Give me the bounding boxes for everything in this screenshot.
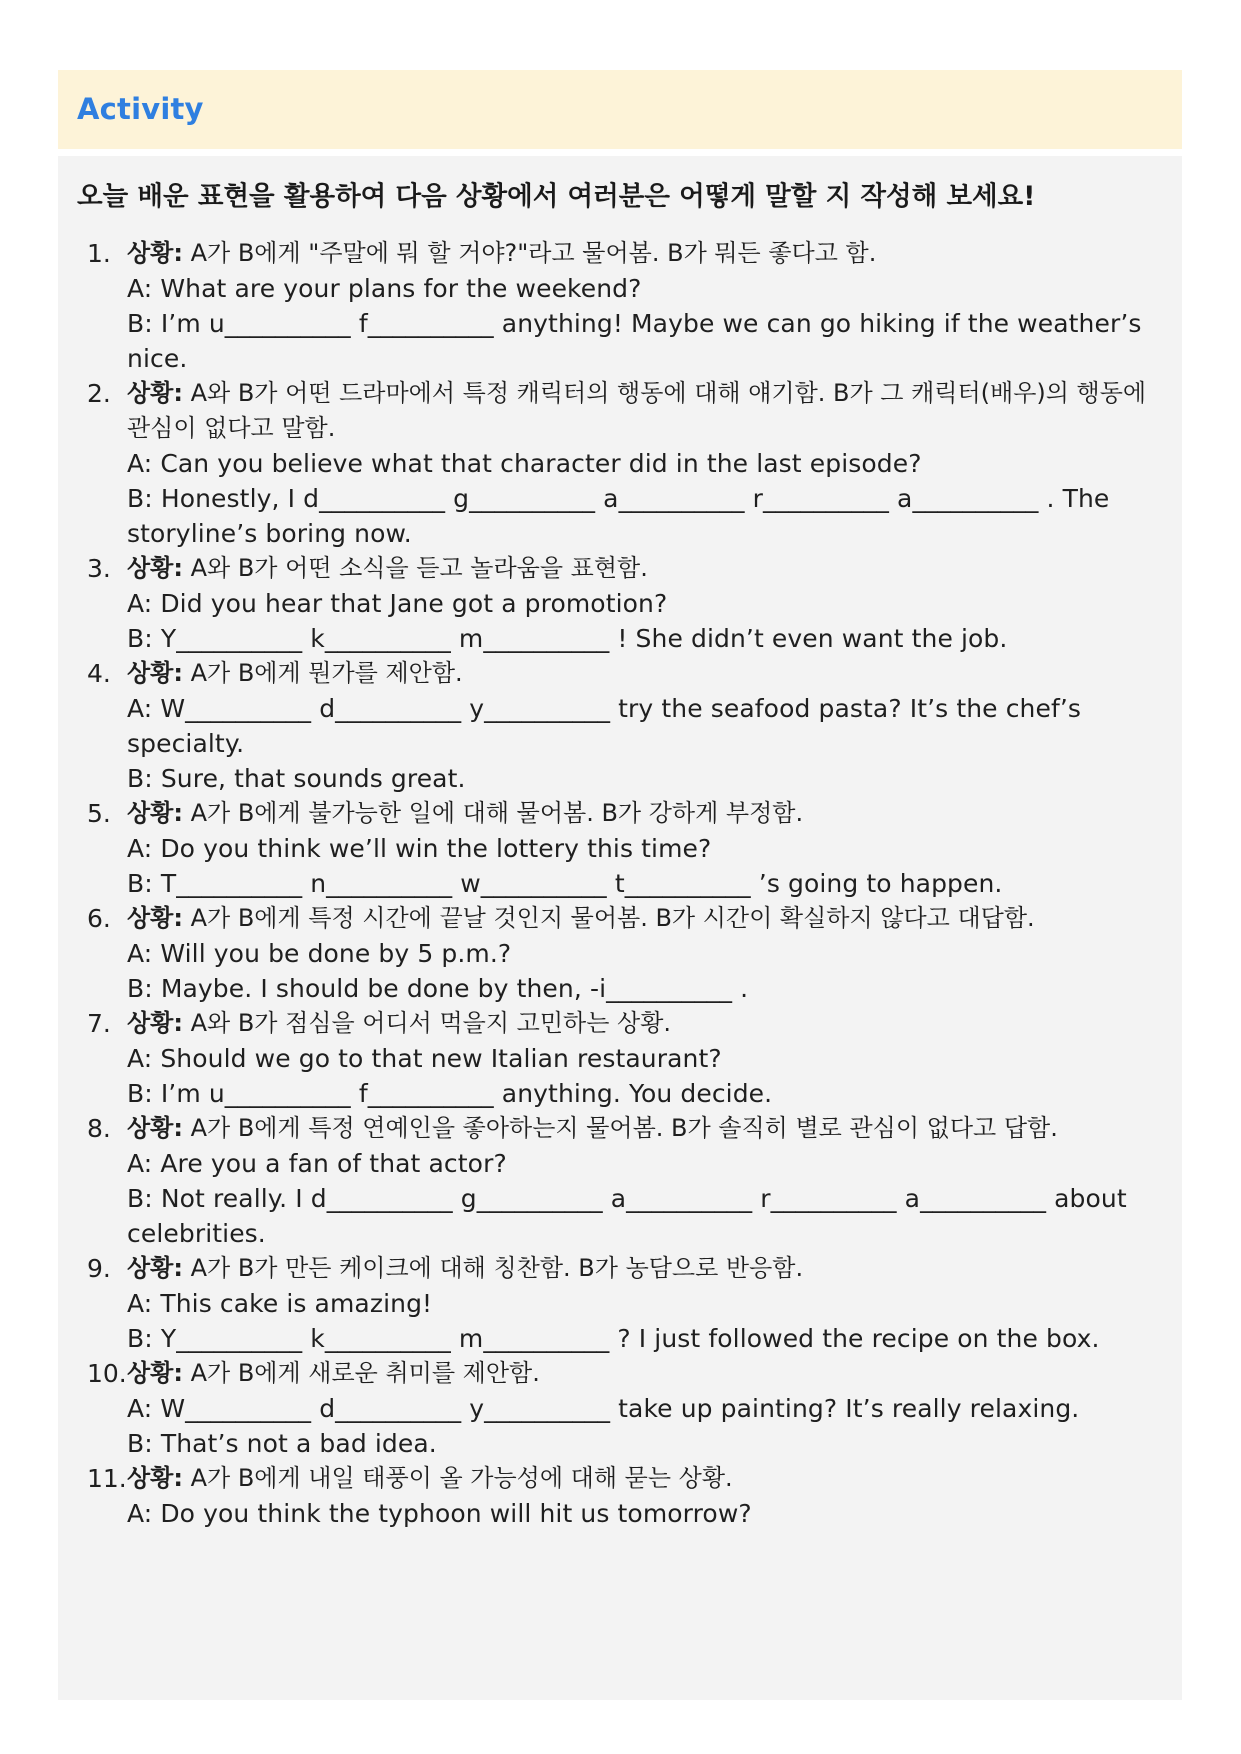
dialogue-line-a: A: Can you believe what that character did in the last episode?: [127, 449, 922, 478]
dialogue-line-b: B: I’m u__________ f__________ anything. You decide.: [127, 1079, 773, 1108]
situation-label: 상황:: [127, 659, 183, 687]
item-number: 10.: [87, 1359, 127, 1388]
dialogue-line-a: A: Are you a fan of that actor?: [127, 1149, 507, 1178]
situation-line: [127, 796, 1168, 831]
dialogue-line-b: B: Y__________ k__________ m__________ ? I just followed the recipe on the box.: [127, 1324, 1100, 1353]
dialogue-line-b: B: That’s not a bad idea.: [127, 1429, 437, 1458]
situation-label: 상황:: [127, 1359, 183, 1387]
situation-text: A가 B에게 특정 시간에 끝날 것인지 물어봄. B가 시간이 확실하지 않다고 대답함.: [190, 904, 1035, 932]
dialogue-line-a: A: What are your plans for the weekend?: [127, 274, 642, 303]
situation-line: [127, 551, 1168, 586]
situation-text: A와 B가 어떤 드라마에서 특정 캐릭터의 행동에 대해 얘기함. B가 그 캐릭터(배우)의 행동에 관심이 없다고 말함.: [127, 379, 1147, 442]
dialogue-line-b: B: Sure, that sounds great.: [127, 764, 466, 793]
situation-label: 상황:: [127, 239, 183, 267]
dialogue-line-b: B: I’m u__________ f__________ anything! Maybe we can go hiking if the weather’s nice.: [127, 309, 1142, 373]
exercise-item: [58, 236, 1182, 376]
activity-header: [58, 70, 1182, 149]
situation-text: A가 B에게 "주말에 뭐 할 거야?"라고 물어봄. B가 뭐든 좋다고 함.: [190, 239, 877, 267]
situation-text: A와 B가 점심을 어디서 먹을지 고민하는 상황.: [190, 1009, 672, 1037]
dialogue-line-b: B: T__________ n__________ w__________ t__________ ’s going to happen.: [127, 869, 1003, 898]
dialogue-line-a: A: W__________ d__________ y__________ take up painting? It’s really relaxing.: [127, 1394, 1080, 1423]
situation-line: [127, 236, 1168, 271]
exercise-item: [58, 656, 1182, 796]
item-number: 2.: [87, 379, 111, 408]
dialogue-line-b: B: Honestly, I d__________ g__________ a__________ r__________ a__________ . The storyline’s boring now.: [127, 484, 1110, 548]
situation-line: [127, 1251, 1168, 1286]
exercise-item: [58, 796, 1182, 901]
situation-text: A가 B에게 새로운 취미를 제안함.: [190, 1359, 540, 1387]
exercise-item: [58, 551, 1182, 656]
situation-label: 상황:: [127, 1114, 183, 1142]
dialogue-line-a: A: Should we go to that new Italian restaurant?: [127, 1044, 722, 1073]
dialogue-line-a: A: W__________ d__________ y__________ try the seafood pasta? It’s the chef’s specialty.: [127, 694, 1082, 758]
situation-line: [127, 1111, 1168, 1146]
dialogue-line-b: B: Not really. I d__________ g__________ a__________ r__________ a__________ about celebrities.: [127, 1184, 1127, 1248]
item-number: 1.: [87, 239, 111, 268]
situation-text: A와 B가 어떤 소식을 듣고 놀라움을 표현함.: [190, 554, 648, 582]
item-number: 3.: [87, 554, 111, 583]
activity-content: [58, 156, 1182, 1700]
dialogue-line-b: B: Maybe. I should be done by then, -i__________ .: [127, 974, 749, 1003]
situation-line: [127, 901, 1168, 936]
dialogue-line-a: A: Will you be done by 5 p.m.?: [127, 939, 512, 968]
situation-line: [127, 1006, 1168, 1041]
situation-label: 상황:: [127, 1254, 183, 1282]
situation-text: A가 B에게 특정 연예인을 좋아하는지 물어봄. B가 솔직히 별로 관심이 없다고 답함.: [190, 1114, 1058, 1142]
item-number: 7.: [87, 1009, 111, 1038]
dialogue-line-a: A: Did you hear that Jane got a promotion?: [127, 589, 668, 618]
situation-line: [127, 1461, 1168, 1496]
situation-label: 상황:: [127, 379, 183, 407]
situation-line: [127, 1356, 1168, 1391]
dialogue-line-a: A: Do you think the typhoon will hit us tomorrow?: [127, 1499, 752, 1528]
exercise-item: [58, 1251, 1182, 1356]
item-number: 5.: [87, 799, 111, 828]
situation-label: 상황:: [127, 799, 183, 827]
dialogue-line-a: A: Do you think we’ll win the lottery this time?: [127, 834, 712, 863]
item-number: 6.: [87, 904, 111, 933]
item-number: 9.: [87, 1254, 111, 1283]
situation-text: A가 B가 만든 케이크에 대해 칭찬함. B가 농담으로 반응함.: [190, 1254, 804, 1282]
situation-line: [127, 656, 1168, 691]
situation-text: A가 B에게 내일 태풍이 올 가능성에 대해 묻는 상황.: [190, 1464, 733, 1492]
item-number: 8.: [87, 1114, 111, 1143]
dialogue-line-a: A: This cake is amazing!: [127, 1289, 433, 1318]
item-number: 11.: [87, 1464, 127, 1493]
situation-line: [127, 376, 1168, 446]
instruction-text: 오늘 배운 표현을 활용하여 다음 상황에서 여러분은 어떻게 말할 지 작성해 보세요!: [77, 181, 1036, 212]
exercise-item: [58, 901, 1182, 1006]
situation-text: A가 B에게 뭔가를 제안함.: [190, 659, 463, 687]
situation-label: 상황:: [127, 1464, 183, 1492]
exercise-item: [58, 1356, 1182, 1461]
item-number: 4.: [87, 659, 111, 688]
exercise-item: [58, 1111, 1182, 1251]
situation-label: 상황:: [127, 904, 183, 932]
situation-label: 상황:: [127, 554, 183, 582]
dialogue-line-b: B: Y__________ k__________ m__________ ! She didn’t even want the job.: [127, 624, 1008, 653]
activity-title: Activity: [77, 92, 204, 126]
exercise-item: [58, 376, 1182, 551]
exercise-list: [58, 236, 1182, 1531]
situation-text: A가 B에게 불가능한 일에 대해 물어봄. B가 강하게 부정함.: [190, 799, 804, 827]
exercise-item: [58, 1006, 1182, 1111]
situation-label: 상황:: [127, 1009, 183, 1037]
exercise-item: [58, 1461, 1182, 1531]
